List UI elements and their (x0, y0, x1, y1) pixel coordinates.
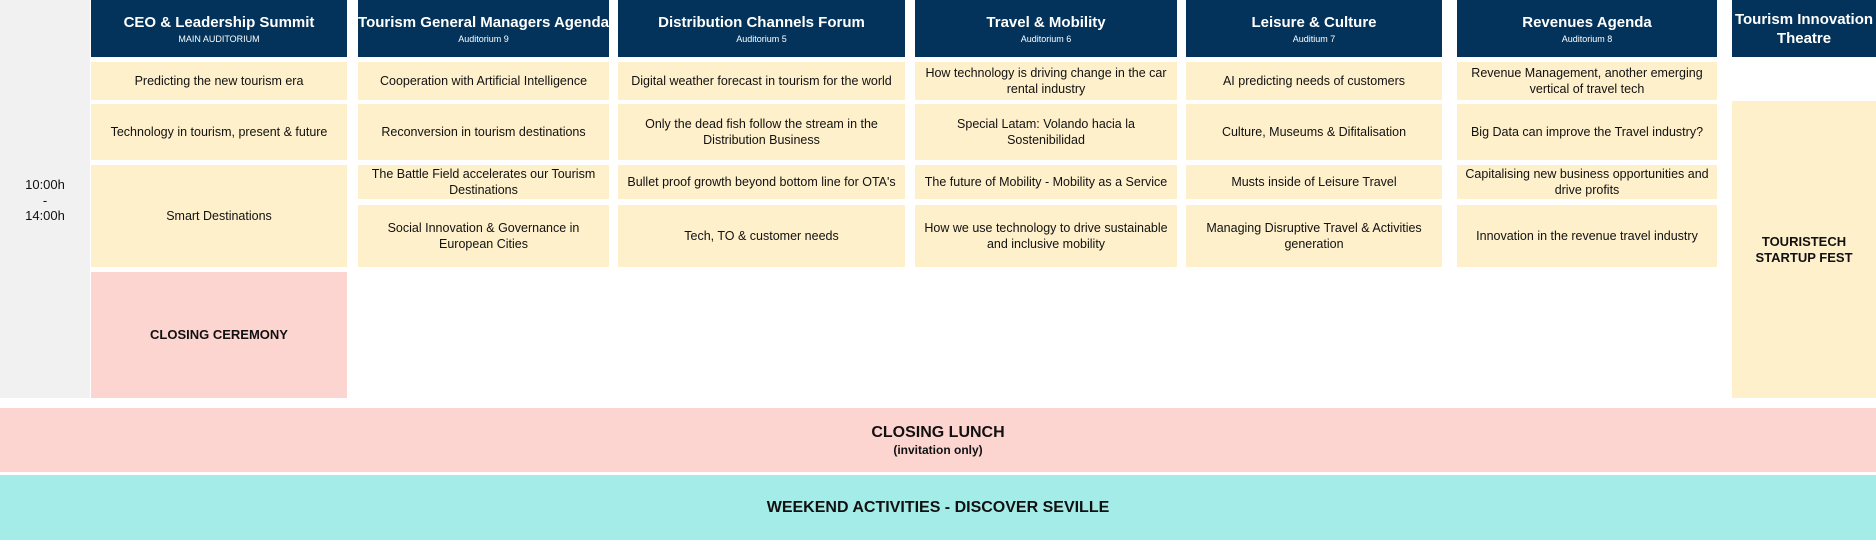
track-header-distribution[interactable] (618, 0, 905, 57)
session-cell[interactable]: Managing Disruptive Travel & Activities generation (1186, 205, 1442, 267)
session-cell[interactable]: Smart Destinations (91, 165, 347, 267)
closing-lunch-band[interactable] (0, 408, 1876, 472)
closing-lunch-title: CLOSING LUNCH (871, 423, 1005, 441)
start-time: 10:00h (25, 177, 65, 192)
time-column (0, 0, 90, 398)
time-separator: - (42, 193, 48, 208)
track-room: MAIN AUDITORIUM (178, 33, 260, 44)
track-header-innovation-theatre[interactable] (1732, 0, 1876, 57)
session-cell[interactable]: Social Innovation & Governance in European Cities (358, 205, 609, 267)
track-room: Auditorium 8 (1561, 33, 1613, 44)
closing-ceremony-cell[interactable]: CLOSING CEREMONY (91, 272, 347, 398)
closing-lunch-note: (invitation only) (893, 442, 983, 457)
session-cell[interactable]: Musts inside of Leisure Travel (1186, 165, 1442, 199)
session-cell[interactable]: Predicting the new tourism era (91, 62, 347, 100)
track-title: Leisure & Culture (1251, 13, 1377, 31)
session-cell[interactable]: Innovation in the revenue travel industry (1457, 205, 1717, 267)
track-header-ceo-leadership[interactable] (91, 0, 347, 57)
weekend-activities-title: WEEKEND ACTIVITIES - DISCOVER SEVILLE (766, 498, 1110, 516)
session-cell[interactable]: Technology in tourism, present & future (91, 104, 347, 160)
startup-fest-cell[interactable]: TOURISTECH STARTUP FEST (1732, 101, 1876, 398)
session-cell[interactable]: Revenue Management, another emerging vertical of travel tech (1457, 62, 1717, 100)
track-header-tourism-gm[interactable] (358, 0, 609, 57)
session-cell[interactable]: Reconversion in tourism destinations (358, 104, 609, 160)
session-cell[interactable]: Only the dead fish follow the stream in the Distribution Business (618, 104, 905, 160)
session-cell[interactable]: Capitalising new business opportunities and drive profits (1457, 165, 1717, 199)
session-cell[interactable]: Culture, Museums & Difitalisation (1186, 104, 1442, 160)
track-title: Tourism General Managers Agenda (358, 13, 609, 31)
track-header-leisure-culture[interactable] (1186, 0, 1442, 57)
track-room: Auditium 7 (1292, 33, 1336, 44)
track-title: Revenues Agenda (1522, 13, 1652, 31)
session-cell[interactable]: Cooperation with Artificial Intelligence (358, 62, 609, 100)
track-header-revenues[interactable] (1457, 0, 1717, 57)
end-time: 14:00h (25, 208, 65, 223)
session-cell[interactable]: How technology is driving change in the car rental industry (915, 62, 1177, 100)
session-cell[interactable]: Tech, TO & customer needs (618, 205, 905, 267)
session-cell[interactable]: How we use technology to drive sustainable and inclusive mobility (915, 205, 1177, 267)
session-cell[interactable]: AI predicting needs of customers (1186, 62, 1442, 100)
track-title: Tourism Innovation Theatre (1734, 10, 1874, 47)
session-cell[interactable]: Special Latam: Volando hacia la Sostenibilidad (915, 104, 1177, 160)
track-room: Auditorium 9 (458, 33, 509, 44)
track-room: Auditorium 6 (1020, 33, 1072, 44)
session-cell[interactable]: The Battle Field accelerates our Tourism Destinations (358, 165, 609, 199)
weekend-activities-band[interactable] (0, 475, 1876, 540)
track-title: Distribution Channels Forum (658, 13, 865, 31)
track-title: Travel & Mobility (986, 13, 1106, 31)
track-title: CEO & Leadership Summit (123, 13, 315, 31)
session-cell[interactable]: The future of Mobility - Mobility as a Service (915, 165, 1177, 199)
session-cell[interactable]: Bullet proof growth beyond bottom line for OTA's (618, 165, 905, 199)
track-room: Auditorium 5 (736, 33, 787, 44)
session-cell[interactable]: Digital weather forecast in tourism for the world (618, 62, 905, 100)
track-header-travel-mobility[interactable] (915, 0, 1177, 57)
session-cell[interactable]: Big Data can improve the Travel industry? (1457, 104, 1717, 160)
